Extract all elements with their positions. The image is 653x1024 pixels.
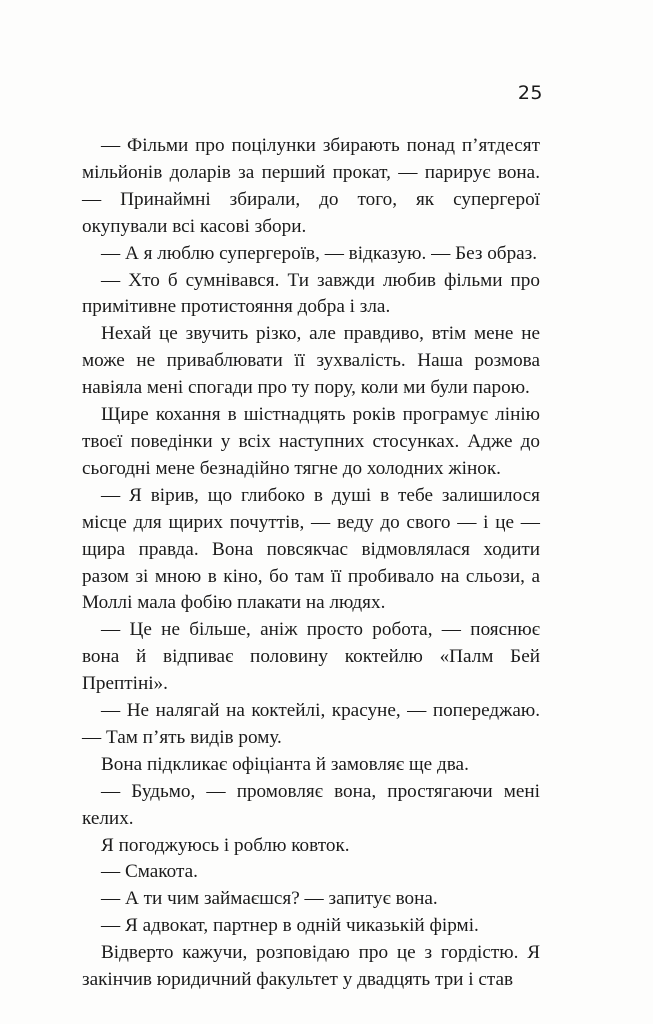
paragraph: — Фільми про поцілунки збирають понад п’ятдесят мільйонів доларів за перший прокат, — парирує вона. — Принаймні збирали, до того, як супергерої окупували всі касові збори. [82,135,540,237]
paragraph: — Хто б сумнівався. Ти завжди любив фільми про примітивне протистояння добра і зла. [82,269,540,318]
paragraph: Вона підкликає офіціанта й замовляє ще два. [101,753,469,775]
paragraph: — Будьмо, — промовляє вона, простягаючи мені келих. [82,780,540,829]
paragraph: Відверто кажучи, розповідаю про це з гордістю. Я закінчив юридичний факультет у двадцять три і став [82,942,540,991]
paragraph: — А я люблю супергероїв, — відказую. — Без образ. [101,242,538,264]
paragraph: Я погоджуюсь і роблю ковток. [101,834,350,856]
paragraph: — Не налягай на коктейлі, красуне, — попереджаю. — Там п’ять видів рому. [82,700,540,748]
paragraph: — Це не більше, аніж просто робота, — пояснює вона й відпиває половину коктейлю «Палм Бей Прептіні». [82,619,540,695]
body-text [82,133,540,994]
paragraph: — Я адвокат, партнер в одній чиказькій фірмі. [101,915,479,937]
paragraph: — Я вірив, що глибоко в душі в тебе залишилося місце для щирих почуттів, — веду до свого — і це — щира правда. Вона повсякчас відмовлялася ходити разом зі мною в кіно, бо там її пробивало на сльози, а Моллі мала фобію плакати на людях. [82,484,540,614]
page-number: 25 [517,82,543,104]
paragraph: — А ти чим займаєшся? — запитує вона. [101,888,438,910]
paragraph: — Смакота. [101,861,198,883]
paragraph: Нехай це звучить різко, але правдиво, втім мене не може не приваблювати її зухвалість. Наша розмова навіяла мені спогади про ту пору, коли ми були парою. [82,323,540,399]
paragraph: Щире кохання в шістнадцять років програмує лінію твоєї поведінки у всіх наступних стосунках. Адже до сьогодні мене безнадійно тягне до холодних жінок. [82,404,540,479]
